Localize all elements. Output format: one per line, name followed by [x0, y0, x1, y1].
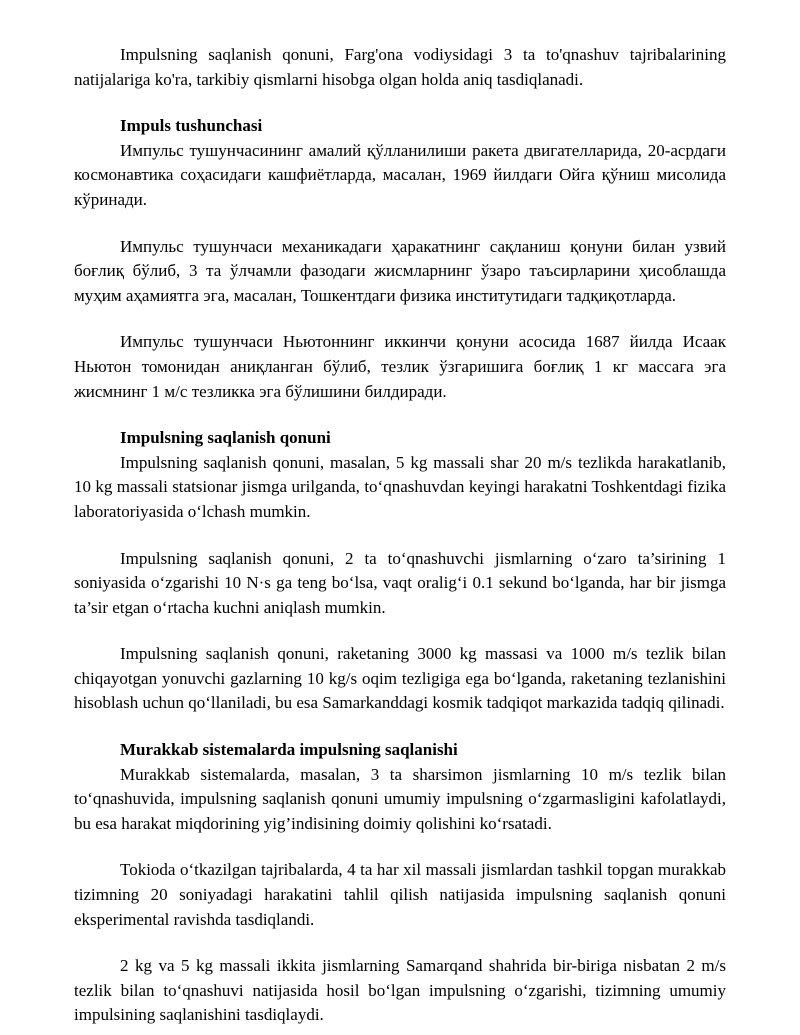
paragraph: Impulsning saqlanish qonuni, raketaning 3000 kg massasi va 1000 m/s tezlik bilan chiqayotgan yonuvchi gazlarning 10 kg/s oqim tezligiga ega bo‘lganda, raketaning tezlanishini hisoblash uchun qo‘llaniladi, bu esa Samarkanddagi kosmik tadqiqot markazida tadqiq qilinadi. — [74, 644, 726, 713]
paragraph: Импульс тушунчасининг амалий қўлланилиши ракета двигателларида, 20-асрдаги космонавтика соҳасидаги кашфиётларда, масалан, 1969 йилдаги Ойга қўниш мисолида кўринади. — [74, 140, 726, 209]
paragraph: Murakkab sistemalarda, masalan, 3 ta sharsimon jismlarning 10 m/s tezlik bilan to‘qnashuvida, impulsning saqlanish qonuni umumiy impulsning o‘zgarmasligini kafolatlaydi, bu esa harakat miqdorining yig’indisining doimiy qolishini ko‘rsatadi. — [74, 764, 726, 833]
paragraph: Импульс тушунчаси механикадаги ҳаракатнинг сақланиш қонуни билан узвий боғлиқ бўлиб, 3 та ўлчамли фазодаги жисмларнинг ўзаро таъсирларини ҳисоблашда муҳим аҳамиятга эга, масалан, Тошкентдаги физика институтидаги тадқиқотларда. — [74, 236, 726, 305]
intro-paragraph: Impulsning saqlanish qonuni, Farg'ona vodiysidagi 3 ta to'qnashuv tajribalarining natijalariga ko'ra, tarkibiy qismlarni hisobga olgan holda aniq tasdiqlanadi. — [74, 45, 726, 89]
paragraph: Tokioda o‘tkazilgan tajribalarda, 4 ta har xil massali jismlardan tashkil topgan murakkab tizimning 20 soniyadagi harakatini tahlil qilish natijasida impulsning saqlanish qonuni eksperimental ravishda tasdiqlandi. — [74, 860, 726, 929]
paragraph: Impulsning saqlanish qonuni, 2 ta to‘qnashuvchi jismlarning o‘zaro ta’sirining 1 soniyasida o‘zgarishi 10 N·s ga teng bo‘lsa, vaqt oralig‘i 0.1 sekund bo‘lganda, har bir jismga ta’sir etgan o‘rtacha kuchni aniqlash mumkin. — [74, 548, 726, 617]
paragraph: Impulsning saqlanish qonuni, masalan, 5 kg massali shar 20 m/s tezlikda harakatlanib, 10 kg massali statsionar jismga urilganda, to‘qnashuvdan keyingi harakatni Toshkentdagi fizika laboratoriyasida o‘lchash mumkin. — [74, 452, 726, 521]
paragraph: 2 kg va 5 kg massali ikkita jismlarning Samarqand shahrida bir-biriga nisbatan 2 m/s tezlik bilan to‘qnashuvi natijasida hosil bo‘lgan impulsning o‘zgarishi, tizimning umumiy impulsining saqlanishini tasdiqlaydi. — [74, 956, 726, 1025]
section-heading-saqlanish-qonuni: Impulsning saqlanish qonuni — [120, 428, 331, 448]
section-heading-impuls-tushunchasi: Impuls tushunchasi — [120, 116, 263, 136]
paragraph: Импульс тушунчаси Ньютоннинг иккинчи қонуни асосида 1687 йилда Исаак Ньютон томонидан аниқланган бўлиб, тезлик ўзгаришига боғлиқ 1 кг массага эга жисмнинг 1 м/с тезликка эга бўлишини билдиради. — [74, 332, 726, 401]
section-heading-murakkab-sistemalar: Murakkab sistemalarda impulsning saqlanishi — [120, 740, 458, 760]
